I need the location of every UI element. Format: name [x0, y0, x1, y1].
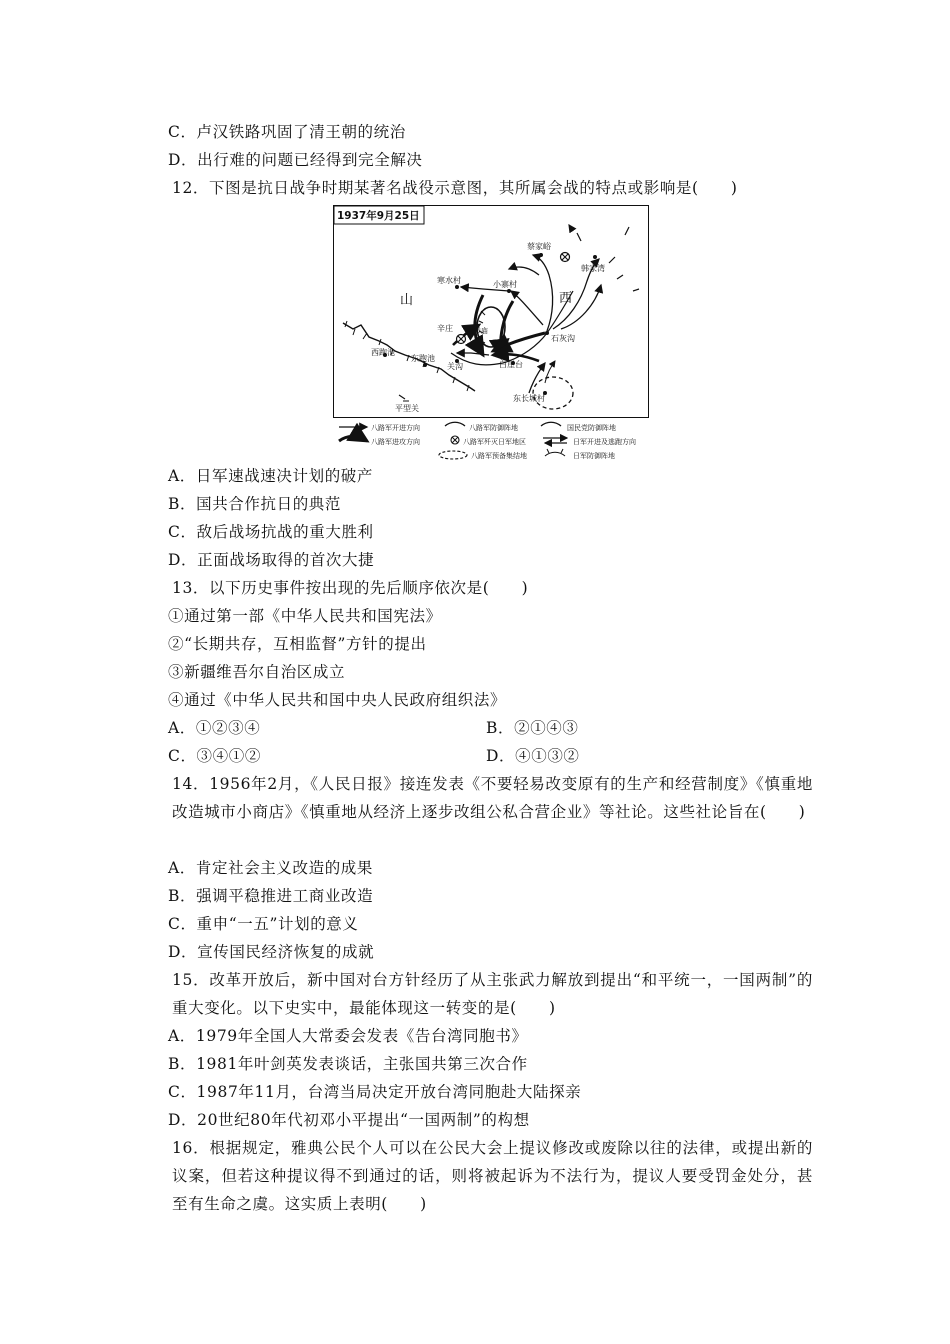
q14-option-d: D．宣传国民经济恢复的成就: [168, 943, 375, 961]
q13-option-d: D．④①③②: [486, 747, 580, 765]
q12-option-b: B．国共合作抗日的典范: [168, 495, 341, 513]
q16-stem: [137, 1134, 813, 1218]
place-xinzhuang: 辛庄: [437, 324, 453, 333]
q12-option-a: A．日军速战速决计划的破产: [168, 467, 373, 485]
q14-stem: [137, 770, 813, 826]
legend-item: 八路军歼灭日军地区: [463, 438, 526, 446]
place-xiaozhaicun: 小寨村: [493, 280, 517, 289]
q13-option-b: B．②①④③: [486, 719, 579, 737]
battle-map: [333, 205, 649, 463]
place-xipaochi: 西跑池: [371, 348, 395, 357]
q15-option-a: A．1979年全国人大常委会发表《告台湾同胞书》: [168, 1027, 528, 1045]
legend-item: 八路军防御阵地: [469, 424, 518, 432]
place-caijiayu: 蔡家峪: [527, 242, 551, 251]
q13-option-a: A．①②③④: [168, 719, 261, 737]
place-dongchangchengcun: 东长城村: [513, 394, 545, 403]
q15-option-c: C．1987年11月，台湾当局决定开放台湾同胞赴大陆探亲: [168, 1083, 582, 1101]
place-baiyatai: 白崖台: [499, 360, 523, 369]
map-frame: [334, 206, 649, 418]
map-legend: [339, 422, 636, 460]
place-hanshuicun: 寒水村: [437, 276, 461, 285]
legend-item: 八路军预备集结地: [471, 452, 527, 460]
q15-stem: [137, 966, 813, 1022]
q12-option-d: D．正面战场取得的首次大捷: [168, 551, 375, 569]
place-dongpaochi: 东跑池: [411, 354, 435, 363]
q14-option-b: B．强调平稳推进工商业改造: [168, 887, 374, 905]
q16-stem-text: 16．根据规定，雅典公民个人可以在公民大会上提议修改或废除以往的法律，或提出新的议案，但若这种提议得不到通过的话，则将被起诉为不法行为，提议人要受罚金处分，甚至有生命之虞。这实质上表明( ): [172, 1139, 813, 1213]
region-label-xi: 西: [559, 291, 573, 306]
place-pingxingguan: 平型关: [395, 404, 419, 413]
q13-item: ④通过《中华人民共和国中央人民政府组织法》: [168, 691, 507, 709]
legend-item: 八路军进攻方向: [371, 438, 420, 446]
q13-stem: 13．以下历史事件按出现的先后顺序依次是( ): [172, 579, 529, 597]
q12-stem: 12．下图是抗日战争时期某著名战役示意图，其所属会战的特点或影响是( ): [172, 179, 738, 197]
place-shihuigou: 石灰沟: [551, 334, 575, 343]
q14-stem-text: 14．1956年2月，《人民日报》接连发表《不要轻易改变原有的生产和经营制度》《慎重地改造城市小商店》《慎重地从经济上逐步改组公私合营企业》等社论。这些社论旨在( ): [172, 775, 813, 821]
place-hanjiawan: 韩家湾: [581, 264, 605, 273]
q13-option-c: C．③④①②: [168, 747, 261, 765]
q14-option-a: A．肯定社会主义改造的成果: [168, 859, 373, 877]
q15-option-d: D．20世纪80年代初邓小平提出“一国两制”的构想: [168, 1111, 530, 1129]
q15-stem-text: 15．改革开放后，新中国对台方针经历了从主张武力解放到提出“和平统一，一国两制”的重大变化。以下史实中，最能体现这一转变的是( ): [172, 971, 813, 1017]
map-date: 1937年9月25日: [337, 210, 420, 222]
region-label-shan: 山: [400, 293, 414, 308]
q13-item: ③新疆维吾尔自治区成立: [168, 663, 346, 681]
q11-option-d: D．出行难的问题已经得到完全解决: [168, 151, 423, 169]
q14-option-c: C．重申“一五”计划的意义: [168, 915, 359, 933]
legend-item: 日军防御阵地: [573, 452, 615, 460]
legend-item: 日军开进及逃跑方向: [573, 438, 636, 446]
legend-item: 国民党防御阵地: [567, 424, 616, 432]
place-guangou: 关沟: [447, 362, 463, 371]
legend-item: 八路军开进方向: [371, 424, 420, 432]
q11-option-c: C．卢汉铁路巩固了清王朝的统治: [168, 123, 406, 141]
q13-item: ②“长期共存，互相监督”方针的提出: [168, 635, 427, 653]
battle-map-figure: [333, 205, 649, 463]
q13-item: ①通过第一部《中华人民共和国宪法》: [168, 607, 442, 625]
q12-option-c: C．敌后战场抗战的重大胜利: [168, 523, 374, 541]
q15-option-b: B．1981年叶剑英发表谈话，主张国共第三次合作: [168, 1055, 528, 1073]
place-laoyemiao: 老爷庙: [467, 327, 488, 335]
